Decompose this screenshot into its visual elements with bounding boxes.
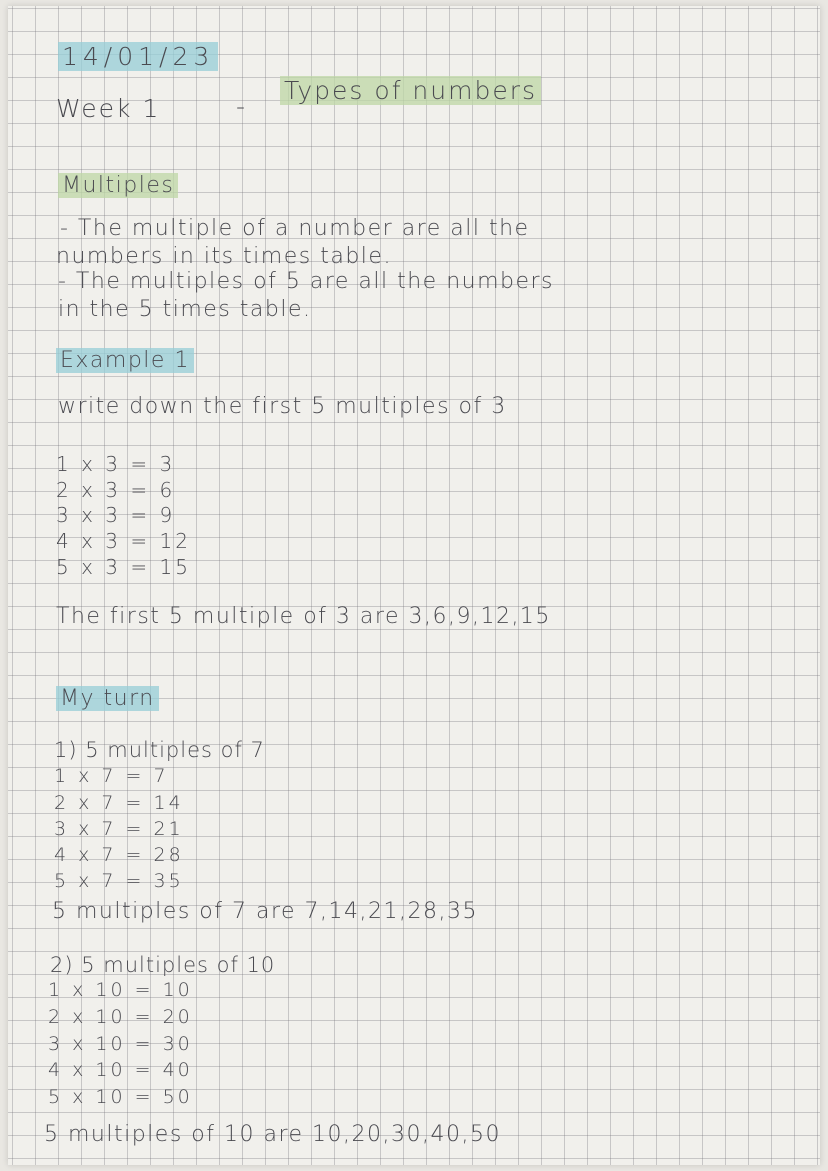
example-prompt: write down the first 5 multiples of 3 [58, 394, 507, 419]
example-heading-text: Example 1 [56, 348, 194, 373]
example-answer: The first 5 multiple of 3 are 3,6,9,12,15 [56, 604, 551, 629]
example-heading [56, 348, 194, 373]
week-label [56, 94, 160, 123]
definition-line: in the 5 times table. [58, 297, 312, 322]
definition-line: numbers in its times table. [56, 244, 392, 269]
definition-line: - The multiples of 5 are all the numbers [58, 269, 555, 294]
q2-work-line: 3 x 10 = 30 [48, 1033, 193, 1055]
q2-answer: 5 multiples of 10 are 10,20,30,40,50 [44, 1122, 501, 1147]
notebook-page [8, 6, 820, 1165]
q1-work-line: 4 x 7 = 28 [54, 844, 184, 866]
topic-text: Types of numbers [280, 76, 541, 105]
title-dash: - [236, 92, 248, 121]
question-1-title: 1) 5 multiples of 7 [54, 738, 265, 762]
my-turn-heading [56, 686, 159, 711]
multiples-heading [58, 173, 178, 198]
example-work-line: 1 x 3 = 3 [56, 452, 176, 476]
topic-title [280, 76, 541, 105]
q1-work-line: 2 x 7 = 14 [54, 792, 184, 814]
date-label [58, 42, 218, 71]
question-2-title: 2) 5 multiples of 10 [50, 953, 276, 977]
q1-work-line: 5 x 7 = 35 [54, 870, 184, 892]
multiples-heading-text: Multiples [58, 173, 178, 198]
example-work-line: 3 x 3 = 9 [56, 503, 176, 527]
week-text: Week 1 [56, 94, 161, 123]
q1-work-line: 1 x 7 = 7 [54, 765, 169, 787]
example-work-line: 4 x 3 = 12 [56, 529, 191, 553]
date-text: 14/01/23 [58, 42, 218, 71]
my-turn-heading-text: My turn [56, 686, 159, 711]
definition-line: - The multiple of a number are all the [60, 216, 530, 241]
example-work-line: 2 x 3 = 6 [56, 478, 176, 502]
q1-answer: 5 multiples of 7 are 7,14,21,28,35 [52, 899, 478, 924]
q1-work-line: 3 x 7 = 21 [54, 818, 184, 840]
q2-work-line: 1 x 10 = 10 [48, 979, 193, 1001]
q2-work-line: 4 x 10 = 40 [48, 1059, 193, 1081]
q2-work-line: 5 x 10 = 50 [48, 1086, 193, 1108]
q2-work-line: 2 x 10 = 20 [48, 1006, 193, 1028]
example-work-line: 5 x 3 = 15 [56, 555, 191, 579]
